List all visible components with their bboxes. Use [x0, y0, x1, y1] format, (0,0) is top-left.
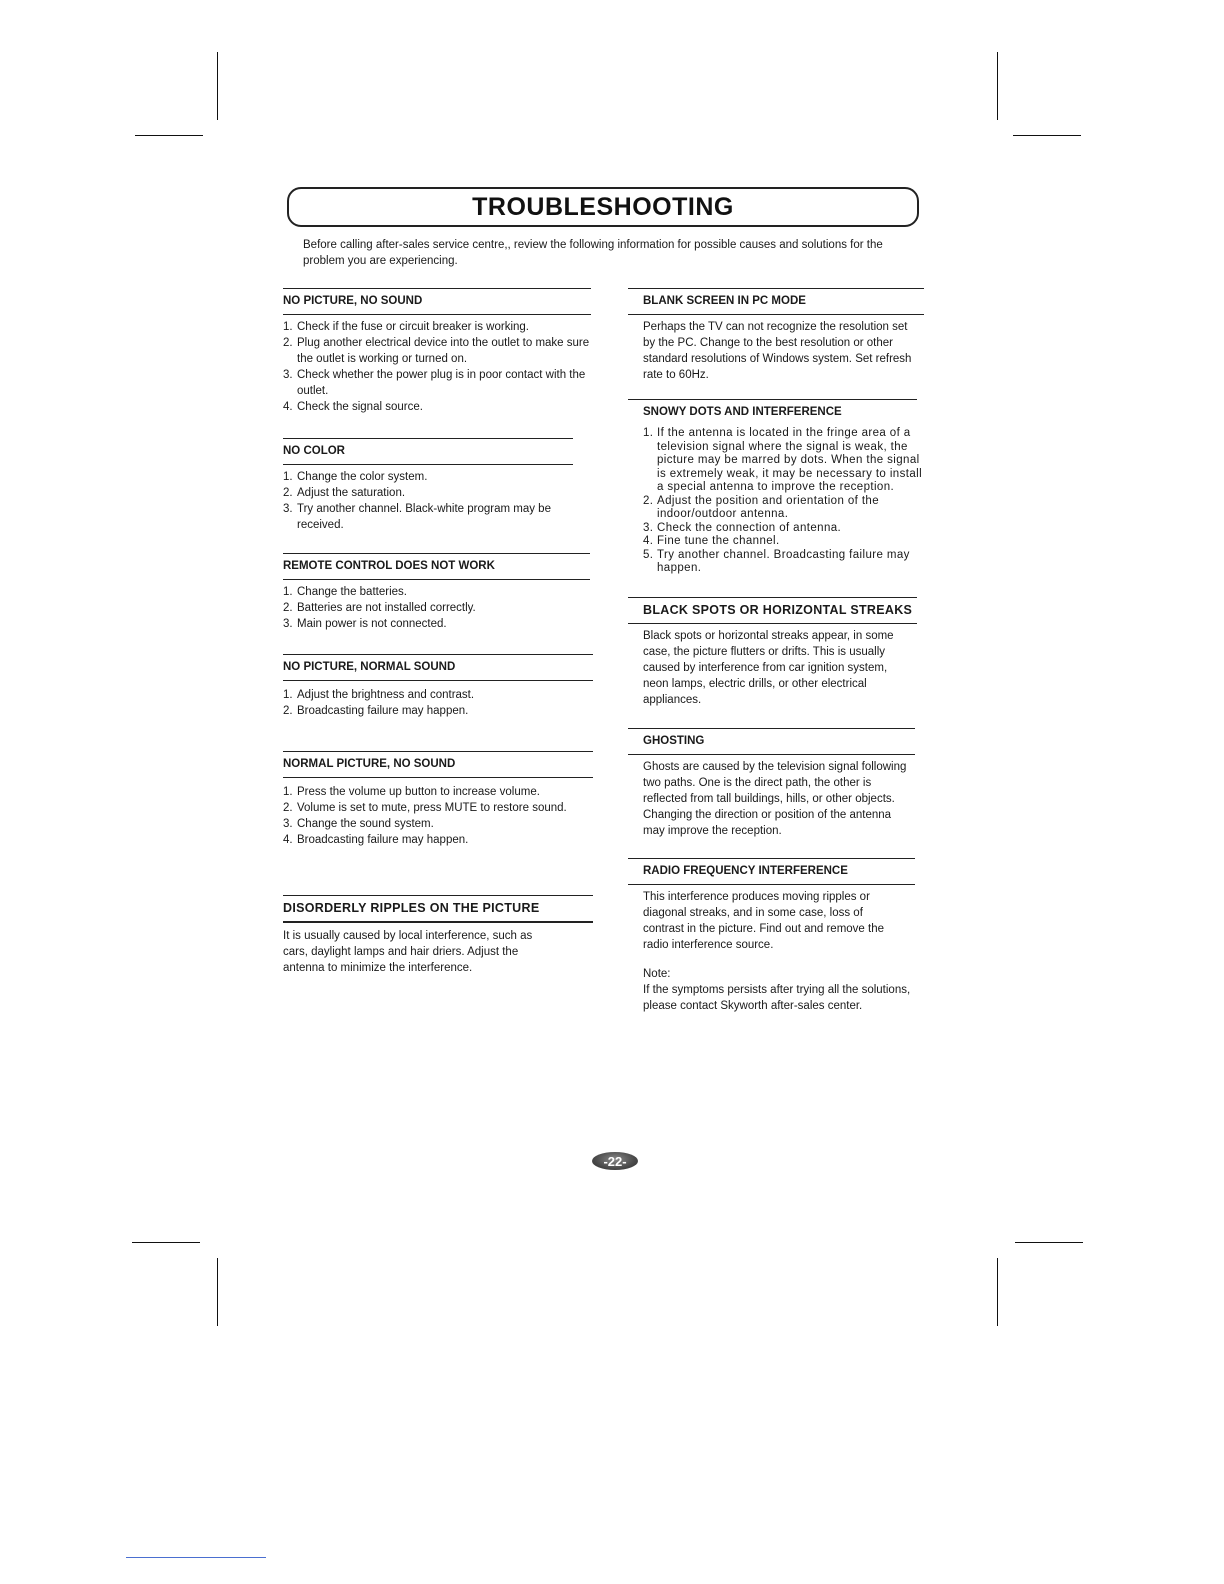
section-ghosting: [628, 728, 915, 839]
page-title-box: [287, 187, 919, 227]
list-item: 4. Fine tune the channel.: [643, 535, 780, 547]
divider: [126, 1557, 266, 1558]
crop-mark: [1013, 135, 1081, 136]
list-item: 2. Broadcasting failure may happen.: [283, 705, 469, 717]
crop-mark: [1015, 1242, 1083, 1243]
section-title: SNOWY DOTS AND INTERFERENCE: [628, 399, 917, 425]
list-item: 4. Broadcasting failure may happen.: [283, 834, 469, 846]
list-item: 3. Check the connection of antenna.: [643, 521, 842, 534]
section-no-color: [283, 438, 573, 533]
section-title: NO PICTURE, NO SOUND: [283, 288, 591, 315]
crop-mark: [217, 52, 218, 120]
section-title: REMOTE CONTROL DOES NOT WORK: [283, 553, 590, 580]
item-list: [283, 315, 591, 415]
list-item: 2. Plug another electrical device into the outlet to make sure the outlet is working or turned on.: [283, 337, 590, 365]
section-title: BLACK SPOTS OR HORIZONTAL STREAKS: [628, 597, 917, 624]
crop-mark: [132, 1242, 200, 1243]
intro-text: Before calling after-sales service centre,, review the following information for possible causes and solutions for the problem you are experiencing.: [303, 239, 883, 267]
list-item: 5. Try another channel. Broadcasting failure may happen.: [643, 548, 910, 574]
section-radio-frequency: [628, 858, 915, 953]
list-item: 2. Adjust the saturation.: [283, 487, 406, 499]
section-body: Perhaps the TV can not recognize the resolution set by the PC. Change to the best resolution or other standard resolutions of Windows system. Set refresh rate to 60Hz.: [643, 321, 912, 381]
section-title: GHOSTING: [628, 728, 915, 755]
list-item: 1. Change the batteries.: [283, 586, 407, 598]
crop-mark: [135, 135, 203, 136]
list-item: 2. Adjust the position and orientation of the indoor/outdoor antenna.: [643, 494, 880, 520]
section-title: NORMAL PICTURE, NO SOUND: [283, 751, 593, 778]
crop-mark: [997, 1258, 998, 1326]
section-normal-picture-no-sound: [283, 751, 593, 848]
list-item: 3. Try another channel. Black-white program may be received.: [283, 503, 551, 531]
section-disorderly-ripples: [283, 895, 593, 976]
section-black-spots: [628, 597, 917, 708]
section-no-picture-normal-sound: [283, 654, 593, 719]
note-text: If the symptoms persists after trying all the solutions, please contact Skyworth after-sales center.: [643, 984, 911, 1012]
list-item: 2. Volume is set to mute, press MUTE to restore sound.: [283, 802, 567, 814]
list-item: 4. Check the signal source.: [283, 401, 423, 413]
section-no-picture-no-sound: [283, 288, 591, 415]
section-title: RADIO FREQUENCY INTERFERENCE: [628, 858, 915, 885]
section-title: DISORDERLY RIPPLES ON THE PICTURE: [283, 895, 593, 923]
list-item: 3. Main power is not connected.: [283, 618, 447, 630]
section-title: NO COLOR: [283, 438, 573, 465]
list-item: 3. Check whether the power plug is in poor contact with the outlet.: [283, 369, 586, 397]
list-item: 1. Check if the fuse or circuit breaker is working.: [283, 321, 530, 333]
list-item: 1. Change the color system.: [283, 471, 428, 483]
section-body: This interference produces moving ripples or diagonal streaks, and in some case, loss of contrast in the picture. Find out and remove the radio interference source.: [643, 891, 884, 951]
page-title: TROUBLESHOOTING: [472, 192, 734, 221]
section-title: BLANK SCREEN IN PC MODE: [628, 288, 924, 315]
list-item: 2. Batteries are not installed correctly.: [283, 602, 476, 614]
item-list: [283, 681, 593, 719]
section-snowy-dots: [628, 399, 923, 576]
section-remote-control: [283, 553, 590, 632]
page-number: -22-: [592, 1152, 638, 1170]
item-list: [628, 425, 927, 576]
section-body: It is usually caused by local interference, such as cars, daylight lamps and hair driers. Adjust the antenna to minimize the interference.: [283, 930, 533, 974]
list-item: 3. Change the sound system.: [283, 818, 434, 830]
note-block: [643, 966, 933, 1014]
section-title: NO PICTURE, NORMAL SOUND: [283, 654, 593, 681]
crop-mark: [997, 52, 998, 120]
item-list: [283, 465, 573, 533]
item-list: [283, 580, 590, 632]
section-body: Ghosts are caused by the television signal following two paths. One is the direct path, the other is reflected from tall buildings, hills, or other objects. Changing the direction or position of the antenna may improve the reception.: [643, 761, 907, 837]
list-item: 1. If the antenna is located in the fringe area of a television signal where the signal is weak, the picture may be marred by dots. When the signal is extremely weak, it may be necessary to install a special antenna to improve the reception.: [643, 427, 923, 493]
note-label: Note:: [643, 968, 671, 980]
item-list: [283, 778, 568, 848]
crop-mark: [217, 1258, 218, 1326]
section-body: Black spots or horizontal streaks appear, in some case, the picture flutters or drifts. This is usually caused by interference from car ignition system, neon lamps, electric drills, or other electrical appliances.: [643, 630, 894, 706]
list-item: 1. Press the volume up button to increase volume.: [283, 786, 540, 798]
section-blank-screen: [628, 288, 924, 383]
list-item: 1. Adjust the brightness and contrast.: [283, 689, 475, 701]
